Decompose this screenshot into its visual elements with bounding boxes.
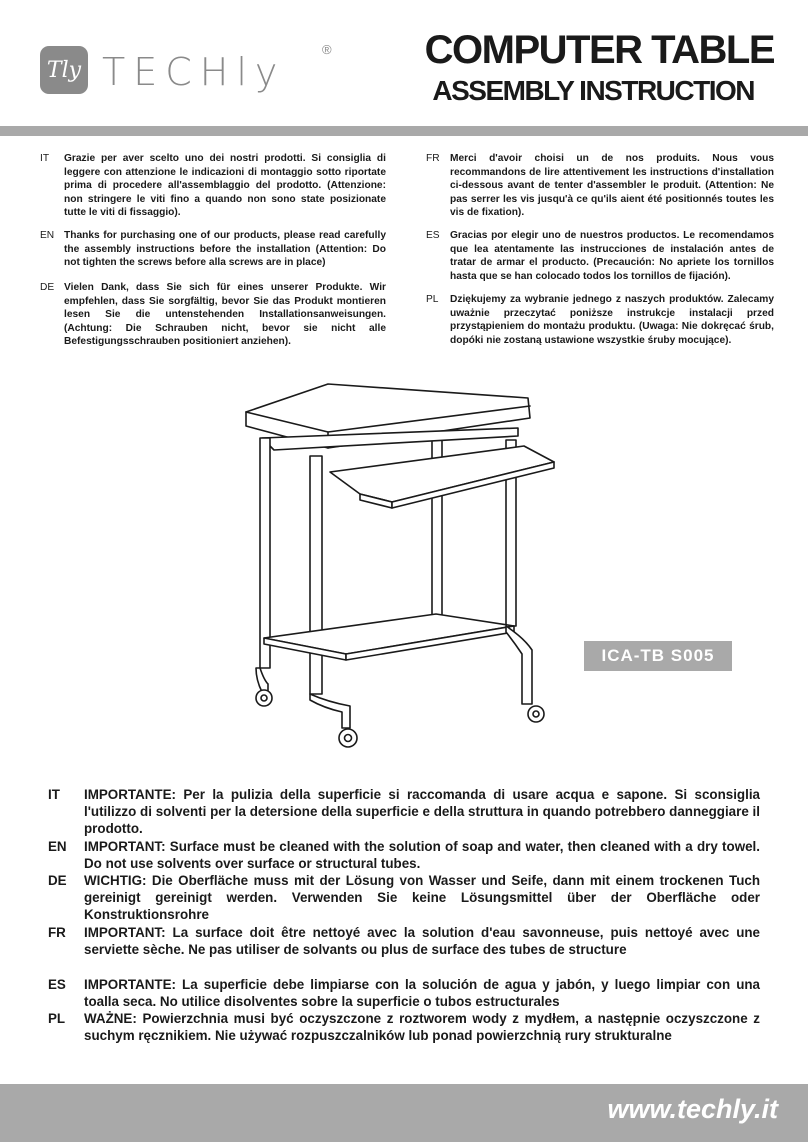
intro-text: Grazie per aver scelto uno dei nostri prodotti. Si consiglia di leggere con attenzione le indicazioni di montaggio sotto riportate prima di procedere all'assemblaggio del prodotto. (Attenzione: non stringere le viti fino a quando non sono state posizionate tutte le viti di fissaggio). <box>64 153 386 219</box>
intro-text: Vielen Dank, dass Sie sich für eines unserer Produkte. Wir empfehlen, dass Sie sorgfältig, bevor Sie das Produkt montieren lesen Sie die untenstehenden Installationsanweisungen. (Achtung: Die Schrauben nicht, bevor sie nicht alle Befestigungsschrauben positioniert anziehen). <box>64 282 386 348</box>
intro-es <box>426 229 774 285</box>
intro-en <box>40 229 386 273</box>
product-code-badge: ICA-TB S005 <box>584 641 732 671</box>
note-it <box>48 786 760 838</box>
intro-de <box>40 281 386 351</box>
language-code: ES <box>426 230 440 241</box>
language-code: PL <box>48 1011 66 1026</box>
language-code: PL <box>426 294 439 305</box>
page-subtitle: ASSEMBLY INSTRUCTION <box>432 75 754 106</box>
language-code: DE <box>40 282 55 293</box>
note-text: IMPORTANT: Surface must be cleaned with the solution of soap and water, then cleaned with a dry towel. Do not use solvents over surface or structural tubes. <box>84 839 760 872</box>
website-url: www.techly.it <box>607 1094 778 1124</box>
logo-mark: Tly <box>40 46 88 94</box>
computer-table-illustration <box>240 376 560 752</box>
header-divider <box>0 126 808 136</box>
note-en <box>48 838 760 873</box>
page-title: COMPUTER TABLE <box>424 28 774 72</box>
logo-wordmark: TECHly <box>102 50 286 94</box>
intro-text: Dziękujemy za wybranie jednego z naszych produktów. Zalecamy uważnie przeczytać poniższe instrukcje instalacji przed przystąpieniem do montażu produktu. (Uwaga: Nie dokręcać śrub, dopóki nie zostaną ustawione wszystkie śruby mocujące). <box>450 294 774 346</box>
language-code: EN <box>40 230 55 241</box>
language-code: DE <box>48 873 67 888</box>
note-fr <box>48 924 760 976</box>
note-text: IMPORTANTE: Per la pulizia della superficie si raccomanda di usare acqua e sapone. Si sconsiglia l'utilizzo di solventi per la detersione della superficie e della struttura in quando potrebbero danneggiare il prodotto. <box>84 787 760 837</box>
brand-logo <box>40 40 340 100</box>
intro-text: Thanks for purchasing one of our products, please read carefully the assembly instructions before the installation (Attention: Do not tighten the screws before alla screws are in place) <box>64 230 386 269</box>
intro-fr <box>426 152 774 222</box>
note-pl <box>48 1010 760 1062</box>
language-code: IT <box>48 787 60 802</box>
language-code: FR <box>48 925 66 940</box>
intro-pl <box>426 293 774 349</box>
intro-text: Gracias por elegir uno de nuestros productos. Le recomendamos que lea atentamente las instrucciones de instalación antes de tratar de armar el producto. (Precaución: No apriete los tornillos hasta que se han colocado todos los tornillos de fijación). <box>450 230 774 282</box>
note-text: IMPORTANT: La surface doit être nettoyé avec la solution d'eau savonneuse, puis nettoyé avec une serviette sèche. Ne pas utiliser de solvants ou plus de surface des tubes de structure <box>84 925 760 958</box>
language-code: IT <box>40 153 50 164</box>
note-de <box>48 872 760 924</box>
language-code: EN <box>48 839 67 854</box>
note-text: IMPORTANTE: La superficie debe limpiarse con la solución de agua y jabón, y luego limpiar con una toalla seca. No utilice disolventes sobre la superficie o tubos estructurales <box>84 977 760 1010</box>
language-code: ES <box>48 977 66 992</box>
language-code: FR <box>426 153 440 164</box>
registered-mark: ® <box>322 42 332 57</box>
note-text: WICHTIG: Die Oberfläche muss mit der Lösung von Wasser und Seife, dann mit einem trockenen Tuch gereinigt gereinigt werden. Verwenden Sie keine Lösungsmittel über der Oberfläche oder Konstruktionsrohre <box>84 873 760 923</box>
intro-it <box>40 152 386 222</box>
note-es <box>48 976 760 1011</box>
intro-text: Merci d'avoir choisi un de nos produits. Nous vous recommandons de lire attentivement les instructions d'installation ci-dessous avant de tenter d'assembler le produit. (Attention: Ne pas serrer les vis jusqu'à ce qu'ils aient été positionnés toutes les vis de fixation). <box>450 153 774 219</box>
note-text: WAŻNE: Powierzchnia musi być oczyszczone z roztworem wody z mydłem, a następnie oczyszczone z suchym ręcznikiem. Nie używać rozpuszczalników lub ponad powierzchnią rury strukturalne <box>84 1011 760 1044</box>
